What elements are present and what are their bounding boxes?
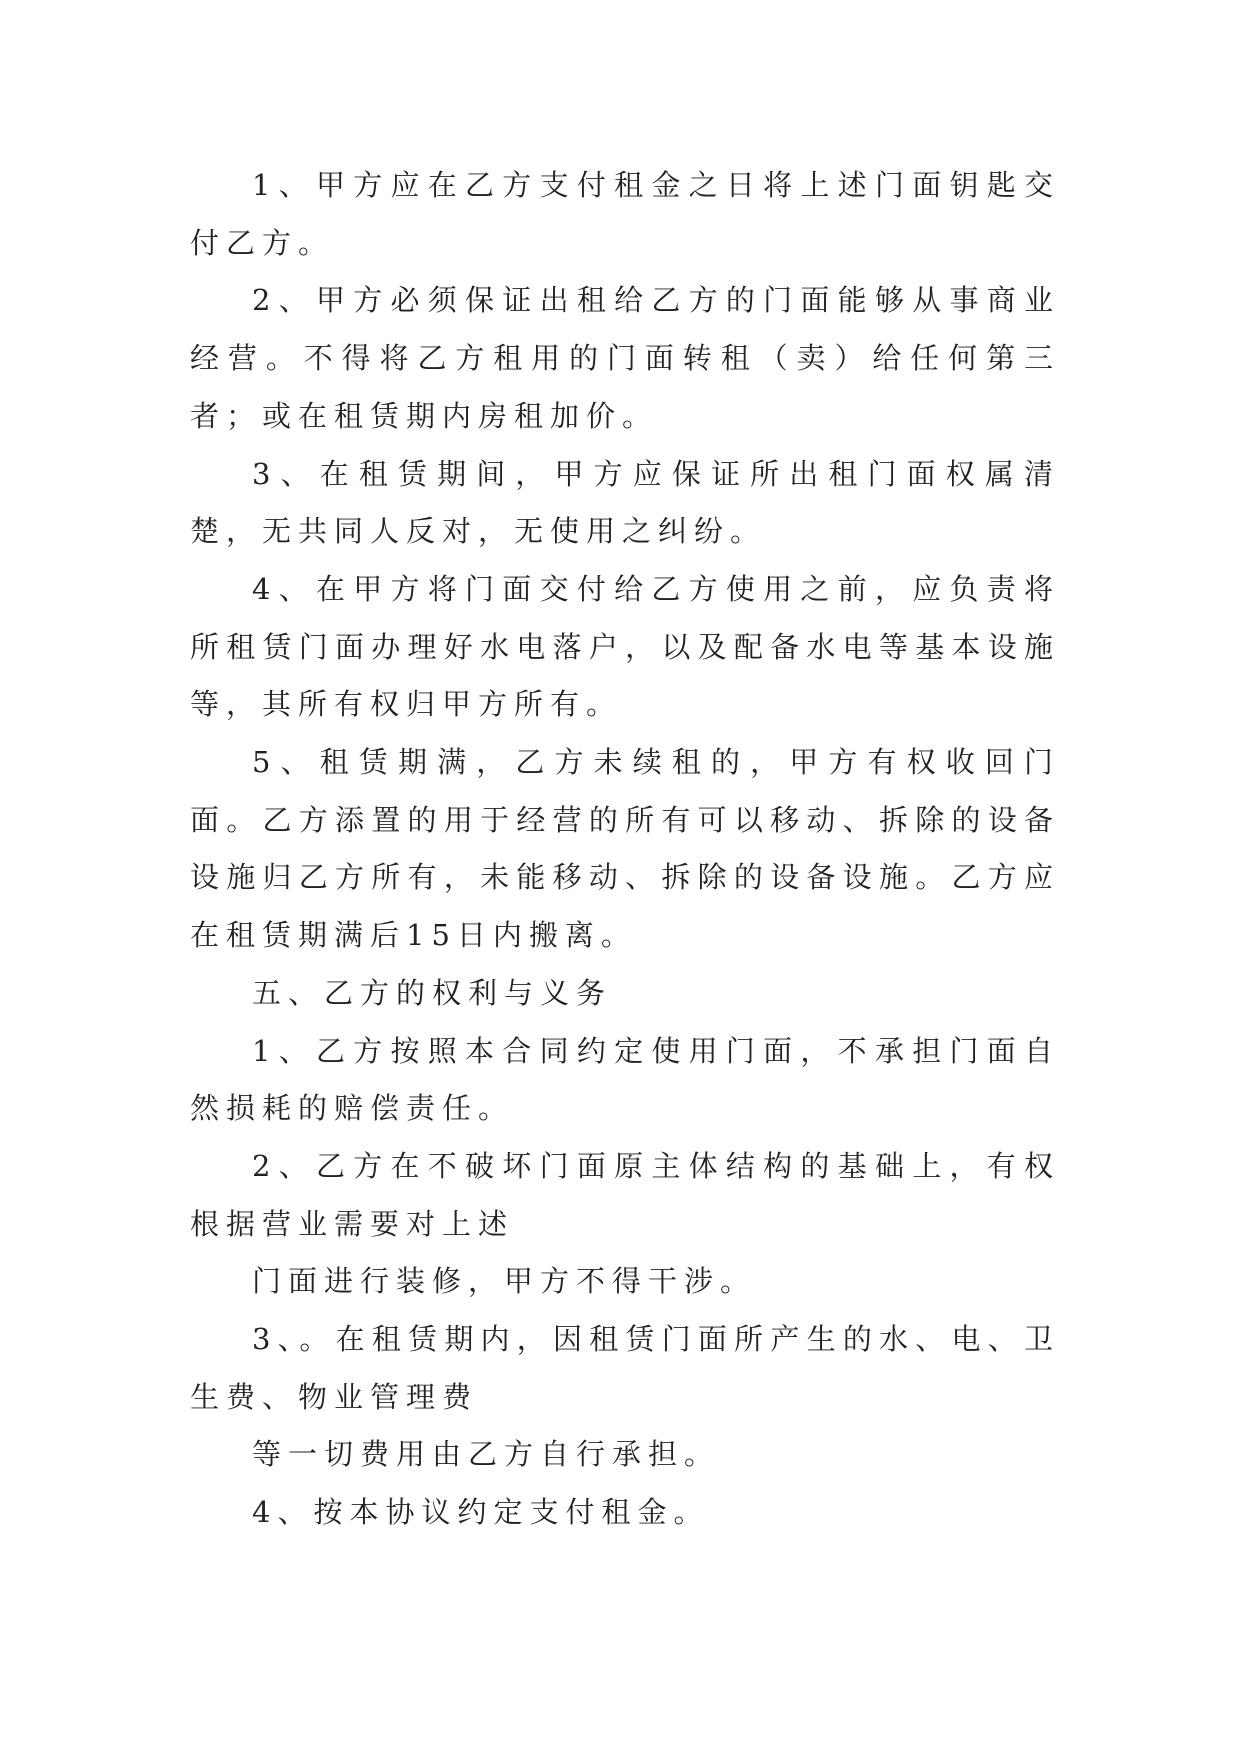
document-body bbox=[190, 157, 1060, 1542]
paragraph-landlord-utilities-setup: 4、在甲方将门面交付给乙方使用之前，应负责将所租赁门面办理好水电落户，以及配备水电等基本设施等，其所有权归甲方所有。 bbox=[190, 571, 1060, 722]
paragraph-tenant-renovation-cont: 门面进行装修，甲方不得干涉。 bbox=[252, 1264, 757, 1299]
paragraph-lease-expiry: 5、租赁期满，乙方未续租的，甲方有权收回门面。乙方添置的用于经营的所有可以移动、拆除的设备设施归乙方所有，未能移动、拆除的设备设施。乙方应在租赁期满后15日内搬离。 bbox=[190, 745, 1060, 953]
paragraph-tenant-renovation: 2、乙方在不破坏门面原主体结构的基础上，有权根据营业需要对上述 bbox=[190, 1148, 1060, 1241]
paragraph-tenant-fees-cont: 等一切费用由乙方自行承担。 bbox=[252, 1437, 721, 1472]
paragraph-landlord-key-delivery: 1、甲方应在乙方支付租金之日将上述门面钥匙交付乙方。 bbox=[190, 168, 1060, 260]
paragraph-landlord-business-guarantee: 2、甲方必须保证出租给乙方的门面能够从事商业经营。不得将乙方租用的门面转租（卖）给任何第三者；或在租赁期内房租加价。 bbox=[190, 283, 1060, 433]
paragraph-landlord-ownership-guarantee: 3、在租赁期间，甲方应保证所出租门面权属清楚，无共同人反对，无使用之纠纷。 bbox=[190, 456, 1060, 549]
section-heading-tenant-rights: 五、乙方的权利与义务 bbox=[252, 975, 613, 1010]
paragraph-tenant-rent-payment: 4、按本协议约定支付租金。 bbox=[252, 1495, 710, 1530]
paragraph-tenant-usage: 1、乙方按照本合同约定使用门面，不承担门面自然损耗的赔偿责任。 bbox=[190, 1033, 1060, 1126]
paragraph-tenant-fees: 3、。在租赁期内，因租赁门面所产生的水、电、卫生费、物业管理费 bbox=[190, 1322, 1060, 1414]
